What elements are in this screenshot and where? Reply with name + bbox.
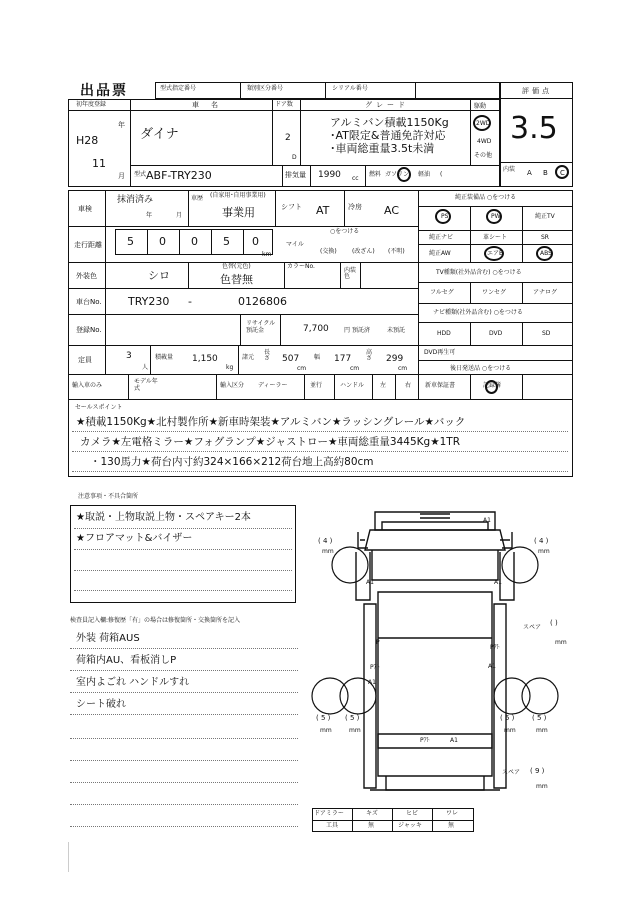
interior-c: C [560, 169, 565, 177]
disp-value: 1990 [318, 170, 341, 180]
inspector-label: 検査員記入欄:修復歴「有」の場合は修復箇所・交換箇所を記入 [70, 617, 241, 624]
regno-label: 登録No. [76, 326, 102, 334]
warranty-label: 新車保証書 [425, 382, 456, 389]
load-label: 積載量 [155, 354, 174, 361]
ac-value: AC [384, 204, 400, 217]
equip-abs-circle [536, 246, 553, 261]
mileage-digit-5: 0 [252, 235, 259, 248]
equip-ps-circle [435, 209, 451, 224]
fuel-paren: ( [440, 171, 443, 178]
inspect-year-unit: 年 [146, 212, 153, 219]
inspector-line1: 外装 荷箱AUS [76, 633, 140, 644]
recycle-unit: 円 [344, 327, 351, 334]
equip-pw-circle [486, 209, 502, 224]
break-label: ワレ [446, 810, 459, 817]
drive-4wd: 4WD [477, 138, 492, 145]
mileage-unit: km [262, 251, 272, 258]
equip-airbag-circle [484, 246, 504, 261]
diag-a1-2: A1 [366, 579, 374, 586]
disp-unit: cc [352, 175, 359, 182]
parallel-option: 並行 [310, 382, 323, 389]
first-reg-year-unit: 年 [118, 121, 125, 129]
tire-rl2: ( 5 ) [345, 714, 360, 722]
inspector-line2: 荷箱内AU、看板消しP [76, 655, 177, 666]
inspect-value: 抹消済み [117, 195, 154, 205]
record-circle [485, 380, 498, 394]
handle-label: ハンドル [340, 382, 365, 389]
len-value: 507 [282, 354, 300, 364]
tools-label: 工具 [326, 822, 339, 829]
diag-pat-3: Pｱﾄ [420, 737, 430, 744]
ac-label: 冷房 [348, 203, 362, 211]
cap-value: 3 [126, 351, 132, 361]
equip-navi: 純正ナビ [429, 234, 454, 241]
diag-a1-5: A1 [488, 663, 496, 670]
usage-value: 事業用 [222, 206, 255, 219]
tv-oneseg: ワンセグ [482, 289, 507, 296]
equip-airbag: エアB [487, 250, 504, 257]
category-label: 類別区分番号 [247, 85, 284, 92]
grade-line2: ･AT限定&普通免許対応 [330, 129, 446, 142]
tv-type-label: TV種類(社外品含む) ○をつける [436, 269, 522, 276]
hei-unit: cm [398, 365, 408, 372]
hei-label: 高さ [366, 349, 373, 362]
disp-label: 排気量 [285, 171, 306, 179]
usage-label: 車歴 [191, 195, 204, 202]
tire-rr2-unit: mm [536, 727, 548, 734]
spare-1: ( ) [550, 619, 558, 627]
jack-none: 無 [448, 822, 455, 829]
mileage-circle-label: ○をつける [330, 228, 360, 235]
interior-label: 内装 [503, 166, 516, 173]
door-mirror-label: ドアミラー [314, 810, 344, 817]
inspector-line4: シート破れ [76, 699, 126, 710]
diag-a1-6: A1 [450, 737, 458, 744]
chassis-no: 0126806 [238, 295, 287, 308]
first-reg-month-unit: 月 [118, 172, 125, 180]
wid-unit: cm [350, 365, 360, 372]
serial-label: シリアル番号 [332, 85, 368, 92]
equip-sr: SR [541, 234, 549, 241]
header-id-box [155, 82, 500, 99]
navi-sd: SD [542, 330, 551, 337]
dealer-option: ディーラー [258, 382, 288, 389]
cap-unit: 人 [142, 364, 149, 371]
grade-line3: ･車両総重量3.5t未満 [330, 142, 435, 155]
sales-point-label: セールスポイント [75, 404, 123, 411]
handle-right: 右 [405, 382, 412, 389]
car-name: ダイナ [140, 127, 179, 142]
model-label: 型式 [134, 171, 147, 178]
sales-line3: ・130馬力★荷台内寸約324×166×212荷台地上高約80cm [90, 456, 374, 468]
load-unit: kg [226, 364, 234, 371]
diag-a1-3: A1 [494, 579, 502, 586]
spare-2-unit: mm [536, 783, 548, 790]
len-unit: cm [297, 365, 307, 372]
tv-fullseg: フルセグ [430, 289, 454, 296]
tire-fl: ( 4 ) [318, 537, 333, 545]
fuel-gas-circle [397, 167, 411, 182]
scratch-label: キズ [366, 810, 378, 817]
tire-fr: ( 4 ) [534, 537, 549, 545]
len-label: 長さ [264, 349, 271, 362]
mileage-digit-3: 0 [191, 235, 198, 248]
diag-a1-4: A1 [368, 679, 376, 686]
tire-rr2: ( 5 ) [532, 714, 547, 722]
usage-sublabel: (自家用･自用事業用) [210, 192, 266, 199]
inspector-line3: 室内よごれ ハンドルすれ [76, 677, 190, 688]
fuel-label: 燃料 [369, 171, 382, 178]
tire-rl2-unit: mm [349, 727, 361, 734]
tv-analog: アナログ [533, 289, 558, 296]
equip-tv: 純正TV [535, 213, 555, 220]
load-value: 1,150 [192, 354, 218, 364]
chassis-model: TRY230 [128, 295, 170, 308]
tools-none: 無 [368, 822, 375, 829]
score-value: 3.5 [510, 111, 558, 146]
navi-type-label: ナビ種類(社外品含む) ○をつける [433, 309, 523, 316]
interior-b: B [543, 169, 548, 177]
mileage-opt2: (改ざん) [352, 248, 375, 255]
import-div-label: 輸入区分 [220, 382, 245, 389]
later-label: 後日発送品 ○をつける [450, 365, 512, 372]
inspect-month-unit: 月 [176, 212, 183, 219]
model-cert-label: 型式指定番号 [160, 85, 197, 92]
tire-fr-unit: mm [538, 548, 550, 555]
drive-2wd-circle [473, 115, 491, 131]
page-title: 出品票 [80, 83, 128, 99]
interior-c-circle [555, 165, 569, 179]
model-year-label: モデル年式 [134, 378, 158, 392]
model-value: ABF-TRY230 [146, 169, 212, 182]
jack-label: ジャッキ [398, 822, 422, 829]
equip-ps: PS [441, 213, 449, 220]
shift-label: シフト [281, 203, 302, 211]
doors-label: ドア数 [275, 101, 293, 108]
equip-aw: 純正AW [429, 250, 451, 257]
notes-line2: ★フロアマット&バイザー [76, 533, 193, 544]
tire-fl-unit: mm [322, 548, 334, 555]
navi-dvd-play: DVD再生可 [424, 349, 456, 356]
crack-label: ヒビ [406, 810, 419, 817]
color-value: シロ [148, 269, 170, 282]
spare-1-unit: mm [555, 639, 567, 646]
tire-rl1: ( 5 ) [316, 714, 331, 722]
equip-abs: ABS [540, 250, 552, 257]
mileage-digit-1: 5 [127, 235, 134, 248]
dims-label: 諸元 [242, 354, 255, 361]
color-no-label: カラーNo. [287, 263, 315, 270]
wid-label: 幅 [314, 354, 321, 361]
record-label: 記録簿 [483, 382, 502, 389]
handle-left: 左 [380, 382, 387, 389]
mileage-digit-4: 5 [223, 235, 230, 248]
diag-p: P [376, 639, 380, 646]
navi-hdd: HDD [437, 330, 451, 337]
recycle-not: 未預託 [387, 327, 406, 334]
drive-other: その他 [474, 152, 493, 159]
first-reg-month: 11 [92, 157, 106, 170]
int-color-label: 内装色 [344, 267, 357, 280]
doors-sub: D [292, 154, 297, 161]
wid-value: 177 [334, 354, 352, 364]
grade-line1: アルミバン積載1150Kg [330, 116, 449, 129]
drive-label: 駆動 [474, 103, 487, 110]
chassis-label: 車台No. [76, 298, 102, 306]
fuel-diesel: 軽油 [418, 171, 431, 178]
recycle-done: 預託済 [352, 327, 371, 334]
cap-label: 定員 [78, 356, 92, 364]
mileage-label: 走行距離 [74, 241, 102, 249]
diag-pat-1: Pｱﾄ [370, 664, 380, 671]
spare-label-2: スペア [502, 769, 521, 776]
hei-value: 299 [386, 354, 404, 364]
navi-dvd: DVD [489, 330, 503, 337]
doors-value: 2 [285, 133, 291, 143]
shift-value: AT [316, 204, 330, 217]
diag-a1-1: A1 [483, 517, 491, 524]
mileage-opt1: (交換) [320, 248, 337, 255]
import-label: 輸入車のみ [72, 382, 103, 389]
tire-rr1: ( 5 ) [500, 714, 515, 722]
first-reg-label: 初年度登録 [76, 101, 107, 108]
chassis-dash: - [188, 295, 192, 308]
drive-2wd: 2WD [476, 120, 491, 127]
inspect-label: 車検 [78, 205, 92, 213]
color-label: 外装色 [76, 272, 97, 280]
grade-label: グレード [365, 101, 409, 109]
recycle-value: 7,700 [303, 324, 329, 334]
sales-line1: ★積載1150Kg★北村製作所★新車時架装★アルミバン★ラッシングレール★バック [76, 416, 466, 428]
tire-rl1-unit: mm [320, 727, 332, 734]
score-label: 評価点 [522, 87, 552, 95]
color-changed: 色替無 [220, 273, 253, 286]
fuel-gas: ガソリン [385, 171, 410, 178]
car-name-label: 車名 [192, 101, 230, 109]
equip-leather: 革シート [483, 234, 508, 241]
notes-line1: ★取説・上物取説上物・スペアキー2本 [76, 512, 251, 523]
sales-line2: カメラ★左電格ミラー★フォグランプ★ジャストロー★車両総重量3445Kg★1TR [80, 436, 460, 448]
mileage-opt3: (不明) [388, 248, 405, 255]
first-reg-era: H28 [76, 134, 99, 147]
mileage-digit-2: 0 [159, 235, 166, 248]
color-orig-label: 色替(元色) [222, 263, 251, 270]
equip-pw: PW [491, 213, 501, 220]
equip-label: 純正装備品 ○をつける [455, 194, 517, 201]
diag-pat-2: Pｱﾄ [490, 644, 500, 651]
truck-diagram [300, 500, 568, 840]
spare-2: ( 9 ) [530, 767, 545, 775]
spare-label-1: スペア [523, 624, 542, 631]
registration-table [68, 99, 500, 187]
interior-a: A [527, 169, 532, 177]
tire-rr1-unit: mm [504, 727, 516, 734]
mile-label: マイル [286, 241, 304, 248]
recycle-label: リサイクル預託金 [246, 320, 276, 335]
notes-label: 注意事項・不具合箇所 [78, 493, 139, 500]
